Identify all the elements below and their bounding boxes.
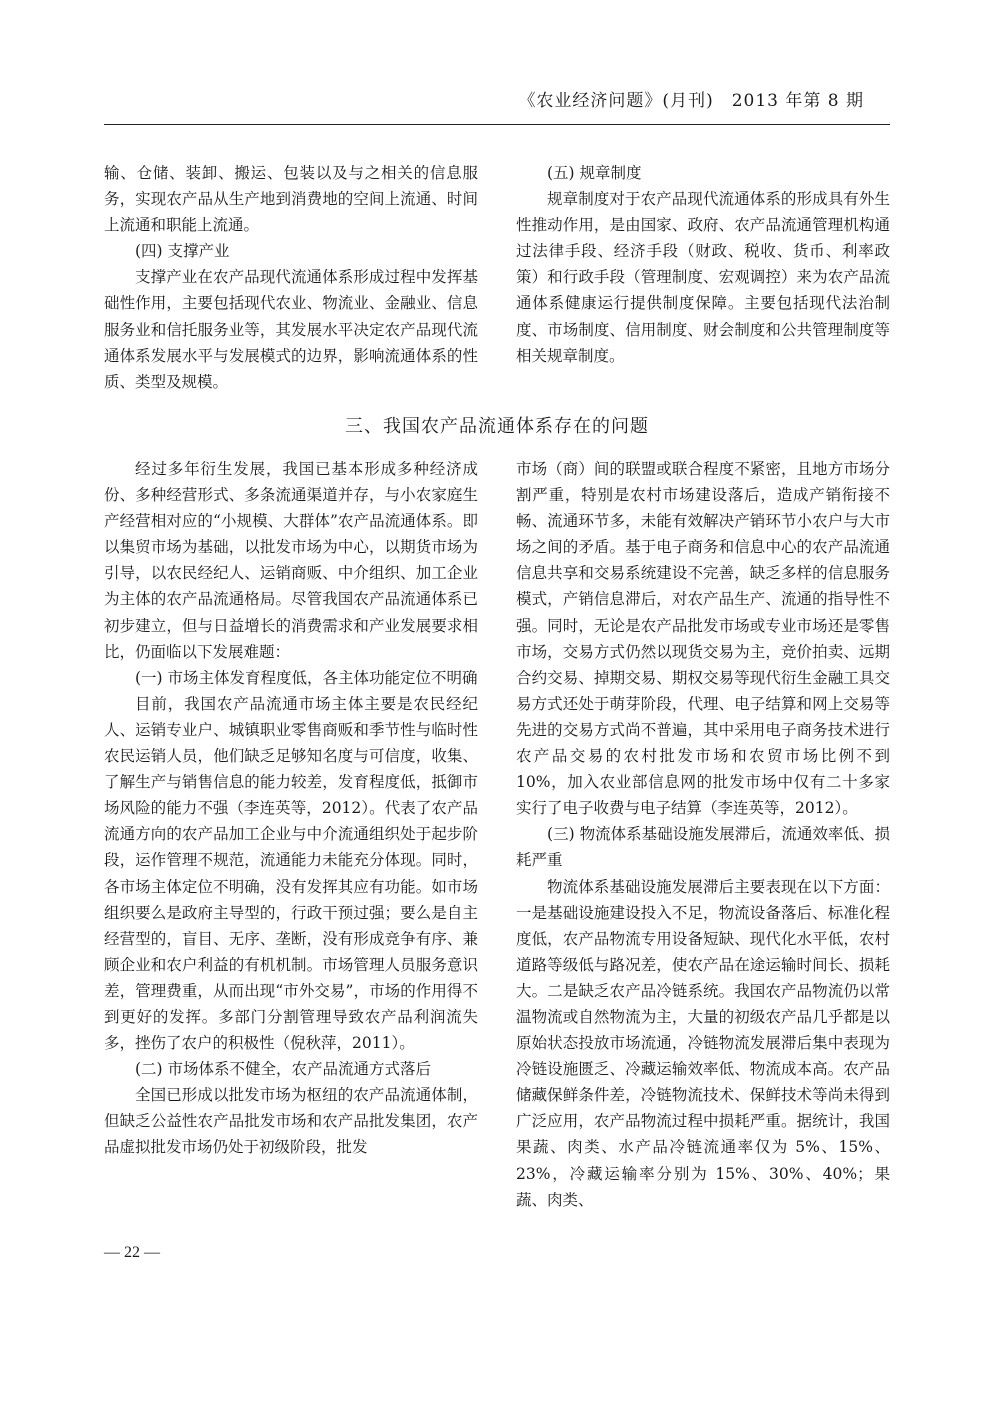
paragraph: 物流体系基础设施发展滞后主要表现在以下方面：一是基础设施建设投入不足，物流设备落后、标准化程度低，农产品物流专用设备短缺、现代化水平低，农村道路等级低与路况差，使农产品在途运输时间长、损耗大。二是缺乏农产品冷链系统。我国农产品物流仍以常温物流或自然物流为主，大量的初级农产品几乎都是以原始状态投放市场流通，冷链物流发展滞后集中表现为冷链设施匮乏、冷藏运输效率低、物流成本高。农产品储藏保鲜条件差，冷链物流技术、保鲜技术等尚未得到广泛应用，农产品物流过程中损耗严重。据统计，我国果蔬、肉类、水产品冷链流通率仅为 5%、15%、23%，冷藏运输率分别为 15%、30%、40%；果蔬、肉类、 (516, 877, 890, 1209)
top-left-column (104, 160, 478, 395)
subheading: (三) 物流体系基础设施发展滞后，流通效率低、损耗严重 (516, 825, 890, 870)
subheading: (五) 规章制度 (547, 164, 642, 182)
paragraph: 经过多年衍生发展，我国已基本形成多种经济成份、多种经营形式、多条流通渠道并存，与小农家庭生产经营相对应的“小规模、大群体”农产品流通体系。即以集贸市场为基础，以批发市场为中心，以期货市场为引导，以农民经纪人、运销商贩、中介组织、加工企业为主体的农产品流通格局。尽管我国农产品流通体系已初步建立，但与日益增长的消费需求和产业发展要求相比，仍面临以下发展难题： (104, 460, 478, 661)
paragraph: 目前，我国农产品流通市场主体主要是农民经纪人、运销专业户、城镇职业零售商贩和季节性与临时性农民运销人员，他们缺乏足够知名度与可信度，收集、了解生产与销售信息的能力较差，发育程度低，抵御市场风险的能力不强（李连英等，2012）。代表了农产品流通方向的农产品加工企业与中介流通组织处于起步阶段，运作管理不规范，流通能力未能充分体现。同时，各市场主体定位不明确，没有发挥其应有功能。如市场组织要么是政府主导型的，行政干预过强；要么是自主经营型的，盲目、无序、垄断，没有形成竞争有序、兼顾企业和农户利益的有机机制。市场管理人员服务意识差，管理费重，从而出现“市外交易”，市场的作用得不到更好的发挥。多部门分割管理导致农产品利润流失多，挫伤了农户的积极性（倪秋萍，2011）。 (104, 694, 478, 1053)
subheading: (四) 支撑产业 (135, 242, 230, 261)
paragraph: 支撑产业在农产品现代流通体系形成过程中发挥基础性作用，主要包括现代农业、物流业、金融业、信息服务业和信托服务业等，其发展水平决定农产品现代流通体系发展水平与发展模式的边界，影响流通体系的性质、类型及规模。 (104, 268, 478, 391)
paragraph: 规章制度对于农产品现代流通体系的形成具有外生性推动作用，是由国家、政府、农产品流通管理机构通过法律手段、经济手段（财政、税收、货币、利率政策）和行政手段（管理制度、宏观调控）来为农产品流通体系健康运行提供制度保障。主要包括现代法治制度、市场制度、信用制度、财会制度和公共管理制度等相关规章制度。 (516, 190, 890, 365)
paragraph: 输、仓储、装卸、搬运、包装以及与之相关的信息服务，实现农产品从生产地到消费地的空间上流通、时间上流通和职能上流通。 (104, 164, 478, 235)
bottom-right-column (516, 456, 890, 1213)
subheading: (二) 市场体系不健全，农产品流通方式落后 (135, 1060, 432, 1079)
subheading: (一) 市场主体发育程度低，各主体功能定位不明确 (135, 668, 478, 687)
bottom-left-column (104, 456, 478, 1161)
journal-header: 《农业经济问题》(月刊) 2013 年第 8 期 (518, 91, 864, 111)
page-number: — 22 — (104, 1244, 160, 1261)
header-rule (104, 124, 890, 125)
top-right-column (516, 160, 890, 369)
paragraph: 全国已形成以批发市场为枢纽的农产品流通体制，但缺乏公益性农产品批发市场和农产品批发集团，农产品虚拟批发市场仍处于初级阶段，批发 (104, 1086, 478, 1157)
paragraph: 市场（商）间的联盟或联合程度不紧密，且地方市场分割严重，特别是农村市场建设落后，造成产销衔接不畅、流通环节多，未能有效解决产销环节小农户与大市场之间的矛盾。基于电子商务和信息中心的农产品流通信息共享和交易系统建设不完善，缺乏多样的信息服务模式，产销信息滞后，对农产品生产、流通的指导性不强。同时，无论是农产品批发市场或专业市场还是零售市场，交易方式仍然以现货交易为主，竞价拍卖、远期合约交易、掉期交易、期权交易等现代衍生金融工具交易方式还处于萌芽阶段，代理、电子结算和网上交易等先进的交易方式尚不普遍，其中采用电子商务技术进行农产品交易的农村批发市场和农贸市场比例不到10%，加入农业部信息网的批发市场中仅有二十多家实行了电子收费与电子结算（李连英等，2012）。 (516, 460, 890, 818)
section-title: 三、我国农产品流通体系存在的问题 (345, 416, 649, 437)
